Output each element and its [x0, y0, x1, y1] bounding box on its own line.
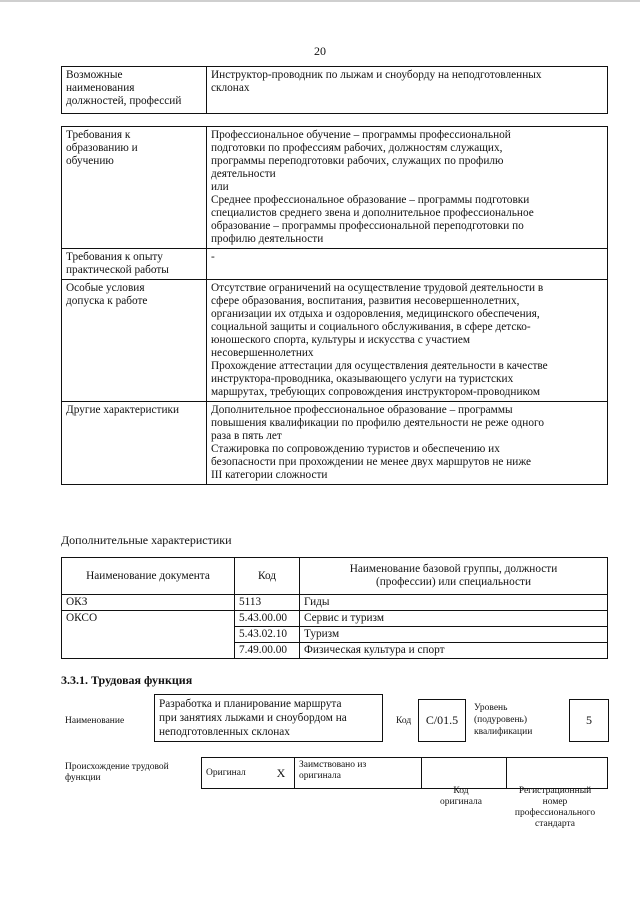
requirement-label: Особые условия допуска к работе: [62, 280, 207, 402]
level-label: Уровень (подуровень) квалификации: [474, 703, 533, 737]
extra-characteristics-table: [61, 557, 608, 659]
function-name-box: Разработка и планирование маршрута при занятиях лыжами и сноубордом на неподготовленных склонах: [154, 694, 383, 742]
table-row: [62, 595, 608, 611]
requirement-label: Требования к образованию и обучению: [62, 127, 207, 249]
positions-table: [61, 66, 608, 114]
okz-doc: ОКЗ: [62, 595, 235, 611]
extra-characteristics-title: Дополнительные характеристики: [61, 533, 232, 547]
header-code: Код: [235, 558, 300, 595]
section-title: 3.3.1. Трудовая функция: [61, 673, 193, 687]
requirement-value: Профессиональное обучение – программы профессиональной подготовки по профессиям рабочих, должностям служащих, программы переподготовки рабочих, служащих по профилю деятельности или Среднее профессиональное образование – программы подготовки специалистов среднего звена и дополнительное профессиональное образование – программы профессиональной переподготовки по профилю деятельности: [207, 127, 608, 249]
requirement-value: Отсутствие ограничений на осуществление трудовой деятельности в сфере образования, воспитания, развития несовершеннолетних, организации их отдыха и оздоровления, медицинского обеспечения, социальной защиты и социального обслуживания, в сфере детско- юношеского спорта, культуры и искусства с участием несовершеннолетних Прохождение аттестации для осуществления деятельности в качестве инструктора-проводника, оказывающего услуги на туристских маршрутах, требующих сопровождения инструктором-проводником: [207, 280, 608, 402]
original-label: Оригинал: [202, 758, 269, 789]
okso-code: 7.49.00.00: [235, 643, 300, 659]
okso-name: Туризм: [300, 627, 608, 643]
code-original-caption: Код оригинала: [440, 786, 482, 807]
education-row: [62, 127, 608, 249]
okso-code: 5.43.00.00: [235, 611, 300, 627]
reg-number-caption: Регистрационный номер профессионального стандарта: [514, 786, 596, 829]
table-row: [62, 611, 608, 627]
requirement-value: Дополнительное профессиональное образование – программы повышения квалификации по профилю деятельности не реже одного раза в пять лет Стажировка по сопровождению туристов и обеспечению их безопасности при прохождении не менее двух маршрутов не ниже III категории сложности: [207, 402, 608, 485]
name-label: Наименование: [65, 716, 125, 726]
okz-name: Гиды: [300, 595, 608, 611]
special-conditions-row: [62, 280, 608, 402]
original-code-cell: [422, 758, 507, 789]
requirement-label: Требования к опыту практической работы: [62, 249, 207, 280]
reg-number-cell: [507, 758, 608, 789]
experience-row: [62, 249, 608, 280]
okso-name: Физическая культура и спорт: [300, 643, 608, 659]
okz-code: 5113: [235, 595, 300, 611]
borrowed-label: Заимствовано из оригинала: [295, 758, 422, 789]
original-mark: X: [268, 758, 295, 789]
positions-value: Инструктор-проводник по лыжам и сноуборду на неподготовленных склонах: [207, 67, 608, 114]
other-characteristics-row: [62, 402, 608, 485]
page-number: 20: [314, 44, 326, 58]
table-header-row: [62, 558, 608, 595]
okso-doc: ОКСО: [62, 611, 235, 659]
function-code-box: C/01.5: [418, 699, 466, 742]
requirement-label: Другие характеристики: [62, 402, 207, 485]
okso-code: 5.43.02.10: [235, 627, 300, 643]
okso-name: Сервис и туризм: [300, 611, 608, 627]
requirements-table: [61, 126, 608, 485]
header-name: Наименование базовой группы, должности (профессии) или специальности: [300, 558, 608, 595]
top-edge-line: [0, 0, 640, 2]
requirement-value: -: [207, 249, 608, 280]
origin-table: [201, 757, 608, 789]
code-label: Код: [396, 716, 412, 726]
origin-label: Происхождение трудовой функции: [65, 762, 169, 783]
level-box: 5: [569, 699, 609, 742]
header-doc: Наименование документа: [62, 558, 235, 595]
positions-label: Возможные наименования должностей, профессий: [62, 67, 207, 114]
